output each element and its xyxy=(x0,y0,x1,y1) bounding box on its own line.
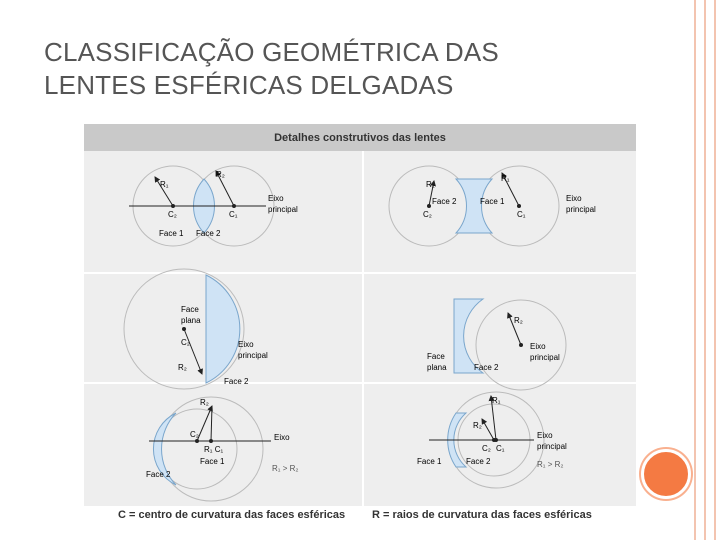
label-r1: R₁ xyxy=(501,174,510,183)
label-c1: C₁ xyxy=(517,210,526,219)
label-face: Face xyxy=(427,352,445,361)
label-c2: C₂ xyxy=(181,338,190,347)
label-c2: C₂ xyxy=(423,210,432,219)
figure-header: Detalhes construtivos das lentes xyxy=(84,124,636,151)
label-plana: plana xyxy=(181,316,201,325)
label-r2: R₂ xyxy=(426,180,435,189)
label-face1: Face 1 xyxy=(200,457,225,466)
label-face2: Face 2 xyxy=(466,457,491,466)
label-plana: plana xyxy=(427,363,447,372)
label-r1: R₁ xyxy=(160,180,169,189)
label-r1c1: R₁ C₁ xyxy=(204,445,224,454)
label-compare-left: R₁ > R₂ xyxy=(272,464,299,473)
label-r2: R₂ xyxy=(200,398,209,407)
legend-raio: R = raios de curvatura das faces esféricas xyxy=(372,509,592,521)
label-eixo: Eixo xyxy=(268,194,284,203)
label-principal: principal xyxy=(530,353,560,362)
label-eixo: Eixo xyxy=(537,431,553,440)
label-principal: principal xyxy=(238,351,268,360)
label-r2: R₂ xyxy=(216,170,225,179)
label-eixo: Eixo xyxy=(530,342,546,351)
label-face2: Face 2 xyxy=(146,470,171,479)
figure-body xyxy=(84,151,636,506)
decorative-edge-lines xyxy=(694,0,716,540)
label-face: Face xyxy=(181,305,199,314)
label-principal: principal xyxy=(268,205,298,214)
label-eixo: Eixo xyxy=(238,340,254,349)
label-compare-right: R₁ > R₂ xyxy=(537,460,564,469)
decorative-orange-circle xyxy=(641,449,691,499)
label-face1: Face 1 xyxy=(159,229,184,238)
label-face1: Face 1 xyxy=(480,197,505,206)
label-principal: principal xyxy=(566,205,596,214)
lens-figure xyxy=(84,124,636,506)
label-face2: Face 2 xyxy=(224,377,249,386)
label-c2: C₂ xyxy=(190,430,199,439)
label-r2: R₂ xyxy=(178,363,187,372)
label-face1: Face 1 xyxy=(417,457,442,466)
label-r1: R₁ xyxy=(492,396,501,405)
label-r2: R₂ xyxy=(514,316,523,325)
label-eixo: Eixo xyxy=(274,433,290,442)
label-r2: R₂ xyxy=(473,421,482,430)
label-principal: principal xyxy=(537,442,567,451)
slide-title: CLASSIFICAÇÃO GEOMÉTRICA DAS LENTES ESFÉRICAS DELGADAS xyxy=(44,37,499,100)
label-c2: C₂ xyxy=(482,444,491,453)
lens-diagrams xyxy=(84,151,636,506)
label-c1: C₁ xyxy=(496,444,505,453)
label-face2: Face 2 xyxy=(196,229,221,238)
label-eixo: Eixo xyxy=(566,194,582,203)
label-face2: Face 2 xyxy=(432,197,457,206)
label-face2: Face 2 xyxy=(474,363,499,372)
legend-centro: C = centro de curvatura das faces esféricas xyxy=(118,509,346,521)
label-c2: C₂ xyxy=(168,210,177,219)
label-c1: C₁ xyxy=(229,210,238,219)
